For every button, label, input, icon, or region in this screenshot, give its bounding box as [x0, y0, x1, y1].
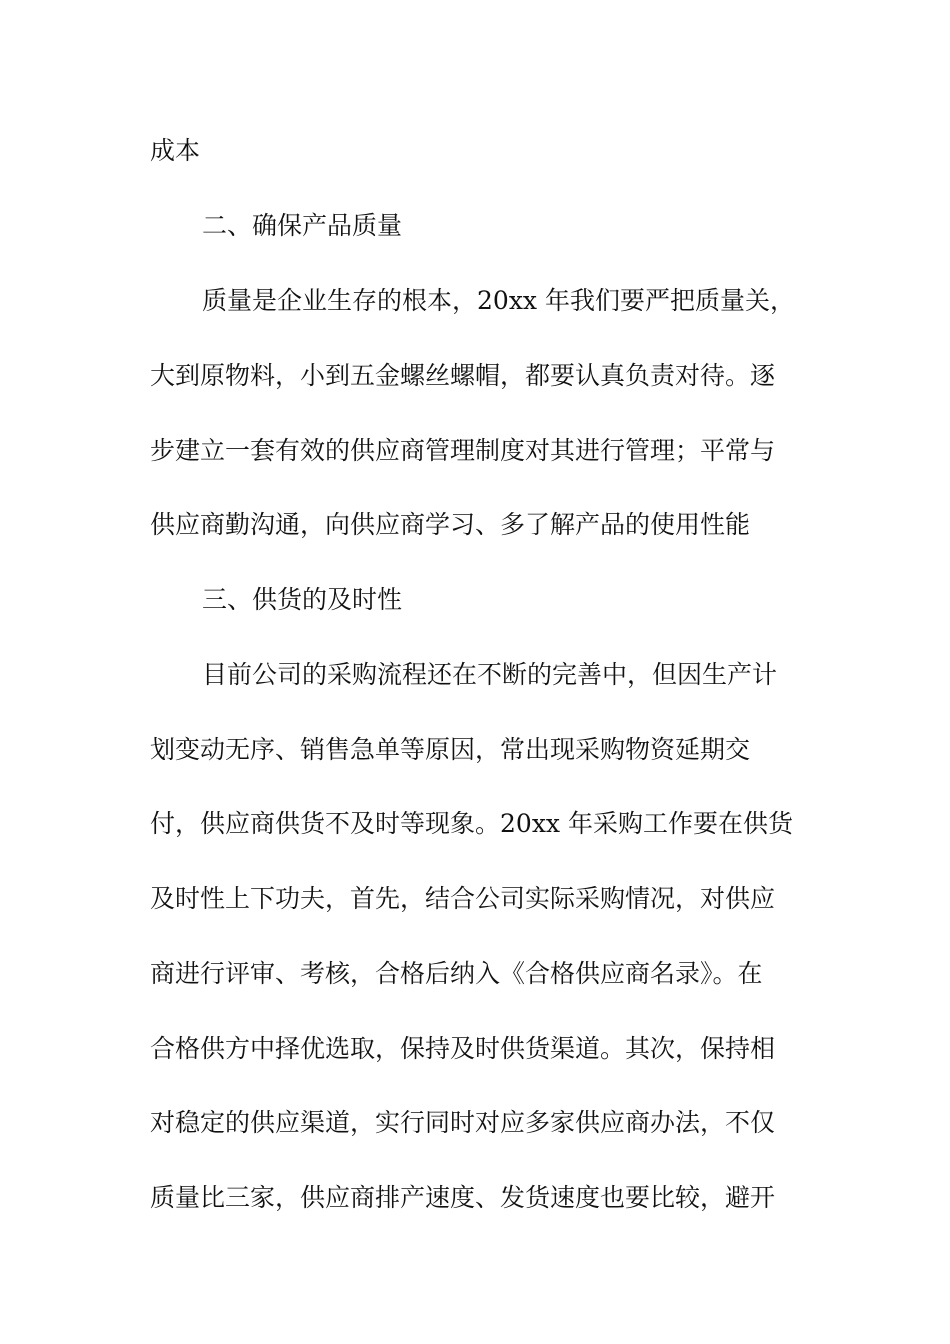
text-line: 步建立一套有效的供应商管理制度对其进行管理；平常与 [150, 436, 776, 465]
text-line: 大到原物料，小到五金螺丝螺帽，都要认真负责对待。逐 [150, 361, 776, 390]
text-line: 质量比三家，供应商排产速度、发货速度也要比较，避开 [150, 1183, 776, 1212]
section-heading: 三、供货的及时性 [202, 585, 403, 614]
text-line: 付，供应商供货不及时等现象。20xx 年采购工作要在供货 [150, 809, 793, 838]
text-line: 目前公司的采购流程还在不断的完善中，但因生产计 [202, 660, 778, 689]
text-line: 合格供方中择优选取，保持及时供货渠道。其次，保持相 [150, 1034, 776, 1063]
text-line: 对稳定的供应渠道，实行同时对应多家供应商办法，不仅 [150, 1108, 776, 1137]
text-line: 划变动无序、销售急单等原因，常出现采购物资延期交 [150, 735, 751, 764]
text-line: 供应商勤沟通，向供应商学习、多了解产品的使用性能 [150, 510, 751, 539]
text-line: 成本 [150, 136, 201, 165]
text-line: 质量是企业生存的根本，20xx 年我们要严把质量关， [202, 286, 795, 315]
section-heading: 二、确保产品质量 [202, 211, 403, 240]
text-line: 商进行评审、考核，合格后纳入《合格供应商名录》。在 [150, 959, 763, 988]
text-line: 及时性上下功夫，首先，结合公司实际采购情况，对供应 [150, 884, 776, 913]
